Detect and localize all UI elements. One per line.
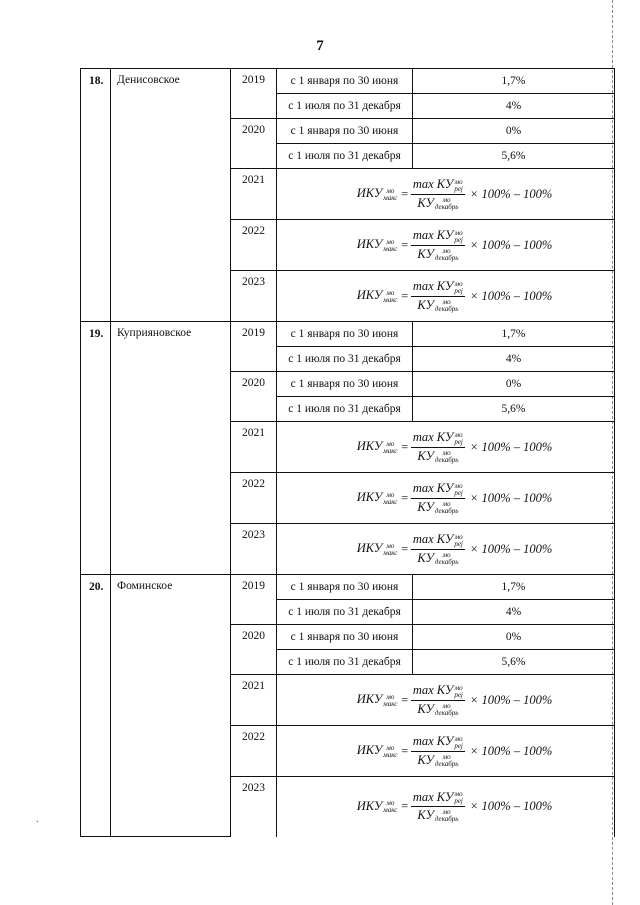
formula-fraction <box>411 790 465 823</box>
formula-denominator: КУ мо декабрь <box>417 808 459 824</box>
entry-number: 18. <box>81 69 111 322</box>
formula-numerator: max КУ мо реj <box>412 279 463 295</box>
period-cell: с 1 января по 30 июня <box>277 119 413 144</box>
period-cell: с 1 июля по 31 декабря <box>277 600 413 625</box>
table-row <box>81 69 615 94</box>
formula-cell <box>277 524 615 575</box>
formula <box>357 790 553 823</box>
formula-denominator: КУ мо декабрь <box>417 195 459 211</box>
formula-lhs: ИКУ мо макс <box>356 692 398 708</box>
year-cell: 2023 <box>231 524 277 575</box>
year-cell: 2020 <box>231 625 277 675</box>
formula-numerator: max КУ мо реj <box>412 430 463 446</box>
formula-lhs: ИКУ мо макс <box>356 743 398 759</box>
period-cell: с 1 января по 30 июня <box>277 322 413 347</box>
formula-numerator: max КУ мо реj <box>412 177 463 193</box>
formula <box>357 683 553 716</box>
formula-equals: = <box>400 490 409 505</box>
formula-fraction <box>411 481 465 514</box>
formula-lhs: ИКУ мо макс <box>356 439 398 455</box>
value-cell: 0% <box>413 119 615 144</box>
formula-equals: = <box>400 439 409 454</box>
formula-numerator: max КУ мо реj <box>412 481 463 497</box>
formula-denominator: КУ мо декабрь <box>417 499 459 515</box>
formula-denominator: КУ мо декабрь <box>417 297 459 313</box>
formula-rhs: × 100% – 100% <box>469 439 553 454</box>
entry-name: Куприяновское <box>111 322 231 575</box>
formula-lhs: ИКУ мо макс <box>356 237 398 253</box>
formula-fraction <box>411 734 465 767</box>
formula <box>357 279 553 312</box>
period-cell: с 1 июля по 31 декабря <box>277 397 413 422</box>
formula-rhs: × 100% – 100% <box>469 743 553 758</box>
value-cell: 1,7% <box>413 575 615 600</box>
formula-numerator: max КУ мо реj <box>412 532 463 548</box>
formula-lhs: ИКУ мо макс <box>356 490 398 506</box>
formula <box>357 430 553 463</box>
year-cell: 2022 <box>231 473 277 524</box>
year-cell: 2022 <box>231 220 277 271</box>
period-cell: с 1 января по 30 июня <box>277 69 413 94</box>
formula-rhs: × 100% – 100% <box>469 186 553 201</box>
table-row <box>81 575 615 600</box>
year-cell: 2020 <box>231 372 277 422</box>
period-cell: с 1 июля по 31 декабря <box>277 94 413 119</box>
formula <box>357 481 553 514</box>
year-cell: 2023 <box>231 271 277 322</box>
period-cell: с 1 июля по 31 декабря <box>277 144 413 169</box>
entry-name: Денисовское <box>111 69 231 322</box>
period-cell: с 1 июля по 31 декабря <box>277 650 413 675</box>
scan-artifact: . <box>36 814 39 825</box>
page-number: 7 <box>316 38 324 54</box>
formula-cell <box>277 271 615 322</box>
formula-denominator: КУ мо декабрь <box>417 752 459 768</box>
formula-fraction <box>411 228 465 261</box>
year-cell: 2021 <box>231 169 277 220</box>
value-cell: 5,6% <box>413 144 615 169</box>
formula-cell <box>277 422 615 473</box>
formula-rhs: × 100% – 100% <box>469 237 553 252</box>
formula-equals: = <box>400 799 409 814</box>
formula-cell <box>277 675 615 726</box>
formula <box>357 532 553 565</box>
formula-fraction <box>411 532 465 565</box>
formula-denominator: КУ мо декабрь <box>417 448 459 464</box>
formula-fraction <box>411 177 465 210</box>
formula-equals: = <box>400 541 409 556</box>
formula-lhs: ИКУ мо макс <box>356 541 398 557</box>
year-cell: 2022 <box>231 726 277 777</box>
formula-numerator: max КУ мо реj <box>412 790 463 806</box>
year-cell: 2020 <box>231 119 277 169</box>
entry-number: 19. <box>81 322 111 575</box>
value-cell: 1,7% <box>413 322 615 347</box>
formula-rhs: × 100% – 100% <box>469 541 553 556</box>
formula-equals: = <box>400 186 409 201</box>
value-cell: 4% <box>413 94 615 119</box>
period-cell: с 1 января по 30 июня <box>277 575 413 600</box>
formula-rhs: × 100% – 100% <box>469 288 553 303</box>
formula-equals: = <box>400 692 409 707</box>
formula-denominator: КУ мо декабрь <box>417 246 459 262</box>
formula-numerator: max КУ мо реj <box>412 683 463 699</box>
period-cell: с 1 января по 30 июня <box>277 372 413 397</box>
year-cell: 2021 <box>231 422 277 473</box>
value-cell: 5,6% <box>413 397 615 422</box>
formula-fraction <box>411 279 465 312</box>
formula-cell <box>277 777 615 837</box>
year-cell: 2019 <box>231 575 277 625</box>
formula <box>357 177 553 210</box>
formula-fraction <box>411 430 465 463</box>
year-cell: 2019 <box>231 322 277 372</box>
formula <box>357 734 553 767</box>
period-cell: с 1 июля по 31 декабря <box>277 347 413 372</box>
year-cell: 2021 <box>231 675 277 726</box>
value-cell: 1,7% <box>413 69 615 94</box>
entry-number: 20. <box>81 575 111 837</box>
formula-cell <box>277 220 615 271</box>
formula-equals: = <box>400 237 409 252</box>
formula-lhs: ИКУ мо макс <box>356 288 398 304</box>
period-cell: с 1 января по 30 июня <box>277 625 413 650</box>
tariff-table <box>80 68 615 837</box>
formula-rhs: × 100% – 100% <box>469 799 553 814</box>
table-row <box>81 322 615 347</box>
formula-fraction <box>411 683 465 716</box>
formula-equals: = <box>400 743 409 758</box>
formula-lhs: ИКУ мо макс <box>356 799 398 815</box>
entry-name: Фоминское <box>111 575 231 837</box>
formula <box>357 228 553 261</box>
formula-cell <box>277 726 615 777</box>
formula-rhs: × 100% – 100% <box>469 692 553 707</box>
value-cell: 4% <box>413 600 615 625</box>
value-cell: 5,6% <box>413 650 615 675</box>
value-cell: 0% <box>413 372 615 397</box>
formula-rhs: × 100% – 100% <box>469 490 553 505</box>
value-cell: 0% <box>413 625 615 650</box>
formula-lhs: ИКУ мо макс <box>356 186 398 202</box>
formula-cell <box>277 169 615 220</box>
formula-cell <box>277 473 615 524</box>
formula-equals: = <box>400 288 409 303</box>
value-cell: 4% <box>413 347 615 372</box>
formula-numerator: max КУ мо реj <box>412 734 463 750</box>
formula-denominator: КУ мо декабрь <box>417 701 459 717</box>
formula-denominator: КУ мо декабрь <box>417 550 459 566</box>
year-cell: 2023 <box>231 777 277 837</box>
formula-numerator: max КУ мо реj <box>412 228 463 244</box>
year-cell: 2019 <box>231 69 277 119</box>
